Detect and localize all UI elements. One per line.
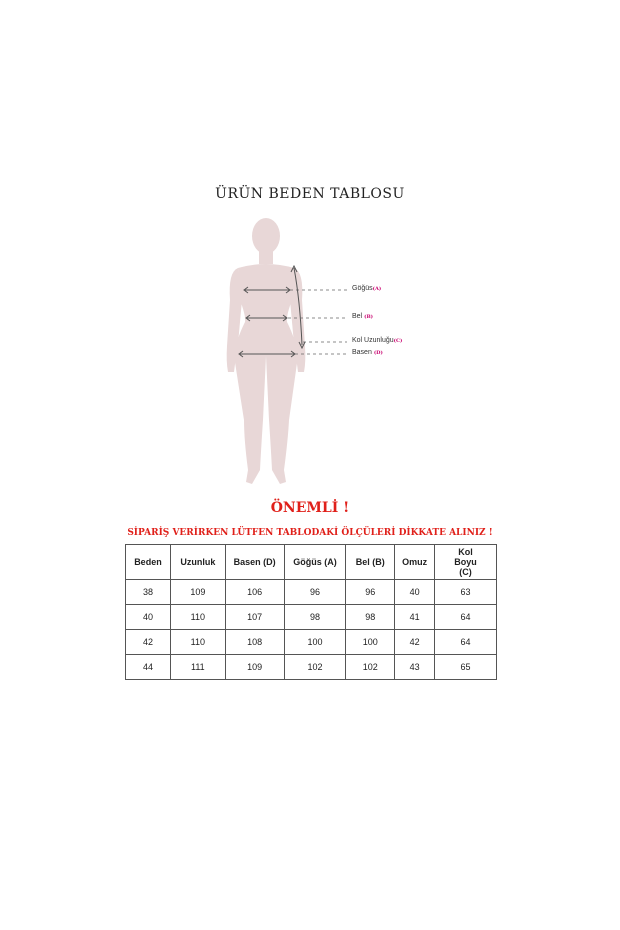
label-chest-code: (A) xyxy=(372,286,382,292)
important-note: SİPARİŞ VERİRKEN LÜTFEN TABLODAKİ ÖLÇÜLERİ DİKKATE ALINIZ ! xyxy=(127,528,493,538)
label-sleeve xyxy=(352,337,402,344)
header-kol-boyu: Kol Boyu (C) xyxy=(435,545,497,580)
cell: 110 xyxy=(170,630,225,655)
cell: 42 xyxy=(126,630,171,655)
cell: 102 xyxy=(284,655,346,680)
page-title: ÜRÜN BEDEN TABLOSU xyxy=(215,186,405,202)
header-uzunluk: Uzunluk xyxy=(170,545,225,580)
cell: 98 xyxy=(346,605,395,630)
cell: 40 xyxy=(126,605,171,630)
cell: 106 xyxy=(225,580,284,605)
label-hip-code: (D) xyxy=(373,350,383,356)
size-table xyxy=(125,544,497,680)
cell: 110 xyxy=(170,605,225,630)
cell: 96 xyxy=(346,580,395,605)
table-row xyxy=(126,580,497,605)
table-row xyxy=(126,630,497,655)
label-sleeve-code: (C) xyxy=(393,338,403,344)
header-basen: Basen (D) xyxy=(225,545,284,580)
cell: 41 xyxy=(395,605,435,630)
female-silhouette xyxy=(227,218,306,484)
cell: 100 xyxy=(346,630,395,655)
label-hip xyxy=(352,349,383,356)
cell: 40 xyxy=(395,580,435,605)
cell: 64 xyxy=(435,630,497,655)
label-waist-text: Bel xyxy=(352,313,363,320)
cell: 100 xyxy=(284,630,346,655)
cell: 65 xyxy=(435,655,497,680)
cell: 96 xyxy=(284,580,346,605)
cell: 111 xyxy=(170,655,225,680)
cell: 63 xyxy=(435,580,497,605)
cell: 109 xyxy=(170,580,225,605)
cell: 109 xyxy=(225,655,284,680)
table-header-row xyxy=(126,545,497,580)
label-waist xyxy=(352,313,373,320)
header-beden: Beden xyxy=(126,545,171,580)
header-bel: Bel (B) xyxy=(346,545,395,580)
cell: 44 xyxy=(126,655,171,680)
cell: 107 xyxy=(225,605,284,630)
cell: 102 xyxy=(346,655,395,680)
label-hip-text: Basen xyxy=(352,349,372,356)
header-omuz: Omuz xyxy=(395,545,435,580)
table-row xyxy=(126,655,497,680)
label-sleeve-text: Kol Uzunluğu xyxy=(352,337,394,344)
cell: 38 xyxy=(126,580,171,605)
cell: 64 xyxy=(435,605,497,630)
cell: 98 xyxy=(284,605,346,630)
label-waist-code: (B) xyxy=(364,314,374,320)
header-gogus: Göğüs (A) xyxy=(284,545,346,580)
cell: 108 xyxy=(225,630,284,655)
table-row xyxy=(126,605,497,630)
cell: 43 xyxy=(395,655,435,680)
label-chest xyxy=(352,285,381,292)
cell: 42 xyxy=(395,630,435,655)
label-chest-text: Göğüs xyxy=(352,285,373,292)
important-heading: ÖNEMLİ ! xyxy=(270,500,350,516)
